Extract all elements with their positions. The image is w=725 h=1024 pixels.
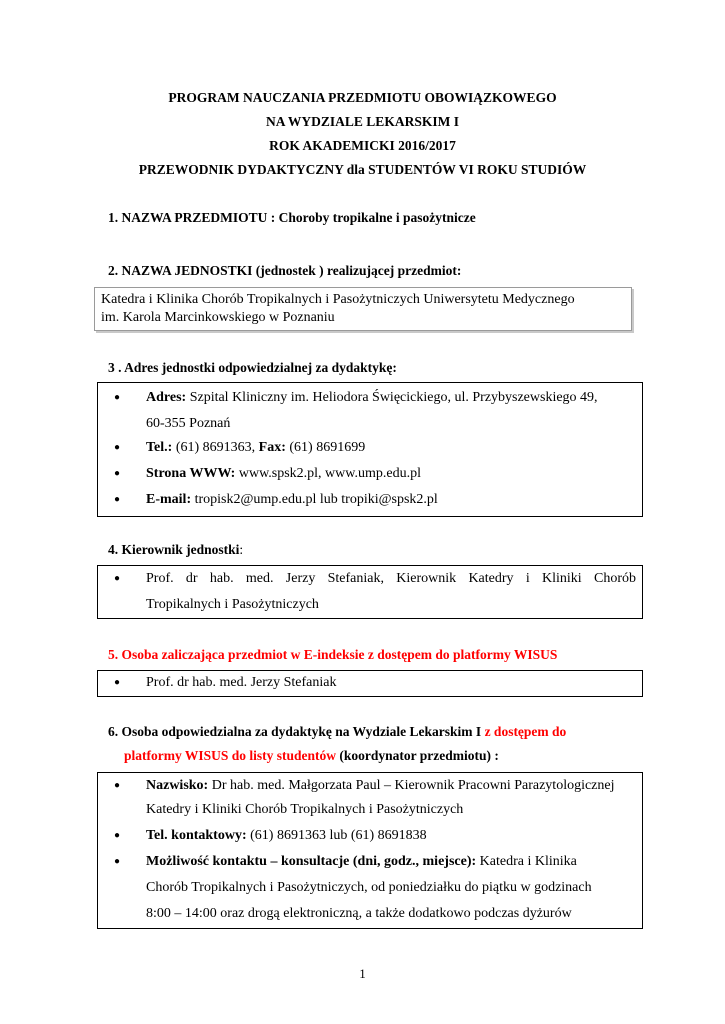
- section-6-heading-line-2: [124, 747, 499, 765]
- title-line-2: NA WYDZIALE LEKARSKIM I: [266, 114, 459, 129]
- title-line-4: PRZEWODNIK DYDAKTYCZNY dla STUDENTÓW VI ROKU STUDIÓW: [138, 162, 587, 177]
- consult-line-3: 8:00 – 14:00 oraz drogą elektroniczną, a także dodatkowo podczas dyżurów: [146, 906, 572, 921]
- bullet-consult: ●: [113, 856, 121, 867]
- unit-name-line-2: im. Karola Marcinkowskiego w Poznaniu: [101, 310, 335, 325]
- bullet-email: ●: [113, 494, 121, 505]
- section-6-heading-part1: 6. Osoba odpowiedzialna za dydaktykę na Wydziale Lekarskim I: [108, 724, 485, 739]
- email-label: E-mail:: [146, 492, 192, 507]
- consult-line: [146, 849, 577, 875]
- bullet-head: ●: [113, 573, 121, 584]
- section-3-heading: 3 . Adres jednostki odpowiedzialnej za dydaktykę:: [108, 360, 397, 375]
- section-6-box: [97, 772, 643, 929]
- section-4-box: [97, 565, 643, 619]
- contact-value: (61) 8691363 lub (61) 8691838: [246, 828, 427, 843]
- coordinator-label: Nazwisko:: [146, 778, 209, 793]
- section-6-heading-black: (koordynator przedmiotu) :: [336, 748, 499, 763]
- bullet-address: ●: [113, 392, 121, 403]
- head-line-2: Tropikalnych i Pasożytniczych: [146, 597, 319, 612]
- tel-value: (61) 8691363: [175, 440, 252, 455]
- examiner-line: Prof. dr hab. med. Jerzy Stefaniak: [146, 675, 337, 690]
- www-line: [146, 461, 421, 487]
- address-line: [146, 385, 598, 411]
- section-4-heading-text: 4. Kierownik jednostki: [108, 542, 240, 557]
- phone-line: Tel.: (61) 8691363, Fax: (61) 8691699: [146, 440, 366, 455]
- address-label: Adres:: [146, 390, 187, 405]
- section-6-heading-part2: z dostępem do: [484, 724, 567, 739]
- section-4-heading: [108, 541, 243, 559]
- www-label: Strona WWW:: [146, 466, 236, 481]
- contact-label: Tel. kontaktowy:: [146, 828, 247, 843]
- section-5-heading: 5. Osoba zaliczająca przedmiot w E-indeksie z dostępem do platformy WISUS: [108, 647, 558, 662]
- title-line-3: ROK AKADEMICKI 2016/2017: [269, 138, 456, 153]
- coordinator-cont: Katedry i Kliniki Chorób Tropikalnych i Pasożytniczych: [146, 802, 464, 817]
- tel-label: Tel.:: [146, 440, 173, 455]
- section-3-box: [97, 382, 643, 517]
- unit-name-line-1: Katedra i Klinika Chorób Tropikalnych i Pasożytniczych Uniwersytetu Medycznego: [101, 292, 575, 307]
- www-value[interactable]: www.spsk2.pl, www.ump.edu.pl: [238, 466, 421, 481]
- consult-line-2: Chorób Tropikalnych i Pasożytniczych, od poniedziałku do piątku w godzinach: [146, 880, 592, 895]
- page-number: 1: [359, 966, 366, 981]
- bullet-phone: ●: [113, 442, 121, 453]
- address-value: Szpital Kliniczny im. Heliodora Święcickiego, ul. Przybyszewskiego 49,: [189, 390, 598, 405]
- bullet-examiner: ●: [113, 677, 121, 688]
- email-value[interactable]: tropisk2@ump.edu.pl lub tropiki@spsk2.pl: [194, 492, 438, 507]
- address-cont: 60-355 Poznań: [146, 416, 231, 431]
- bullet-contact: ●: [113, 830, 121, 841]
- coordinator-line: [146, 773, 615, 799]
- consult-value: Katedra i Klinika: [476, 854, 577, 869]
- section-5-box: [97, 670, 643, 697]
- section-1-heading: 1. NAZWA PRZEDMIOTU : Choroby tropikalne i pasożytnicze: [108, 210, 476, 225]
- fax-value: (61) 8691699: [289, 440, 366, 455]
- head-line-1: Prof. dr hab. med. Jerzy Stefaniak, Kierownik Katedry i Kliniki Chorób: [146, 571, 636, 586]
- title-line-1: PROGRAM NAUCZANIA PRZEDMIOTU OBOWIĄZKOWEGO: [168, 90, 557, 105]
- fax-label: Fax:: [258, 440, 286, 455]
- bullet-coordinator: ●: [113, 780, 121, 791]
- document-title: [0, 86, 725, 182]
- bullet-www: ●: [113, 468, 121, 479]
- coordinator-value: Dr hab. med. Małgorzata Paul – Kierownik Pracowni Parazytologicznej: [208, 778, 615, 793]
- section-2-heading: 2. NAZWA JEDNOSTKI (jednostek ) realizującej przedmiot:: [108, 263, 462, 278]
- section-6-heading-line-1: [108, 723, 566, 741]
- section-4-heading-colon: :: [239, 542, 244, 557]
- section-6-heading-red: platformy WISUS do listy studentów: [124, 748, 337, 763]
- contact-line: [146, 823, 427, 849]
- section-2-box: [94, 287, 632, 331]
- email-line: [146, 487, 438, 513]
- consult-label: Możliwość kontaktu – konsultacje (dni, godz., miejsce):: [146, 854, 477, 869]
